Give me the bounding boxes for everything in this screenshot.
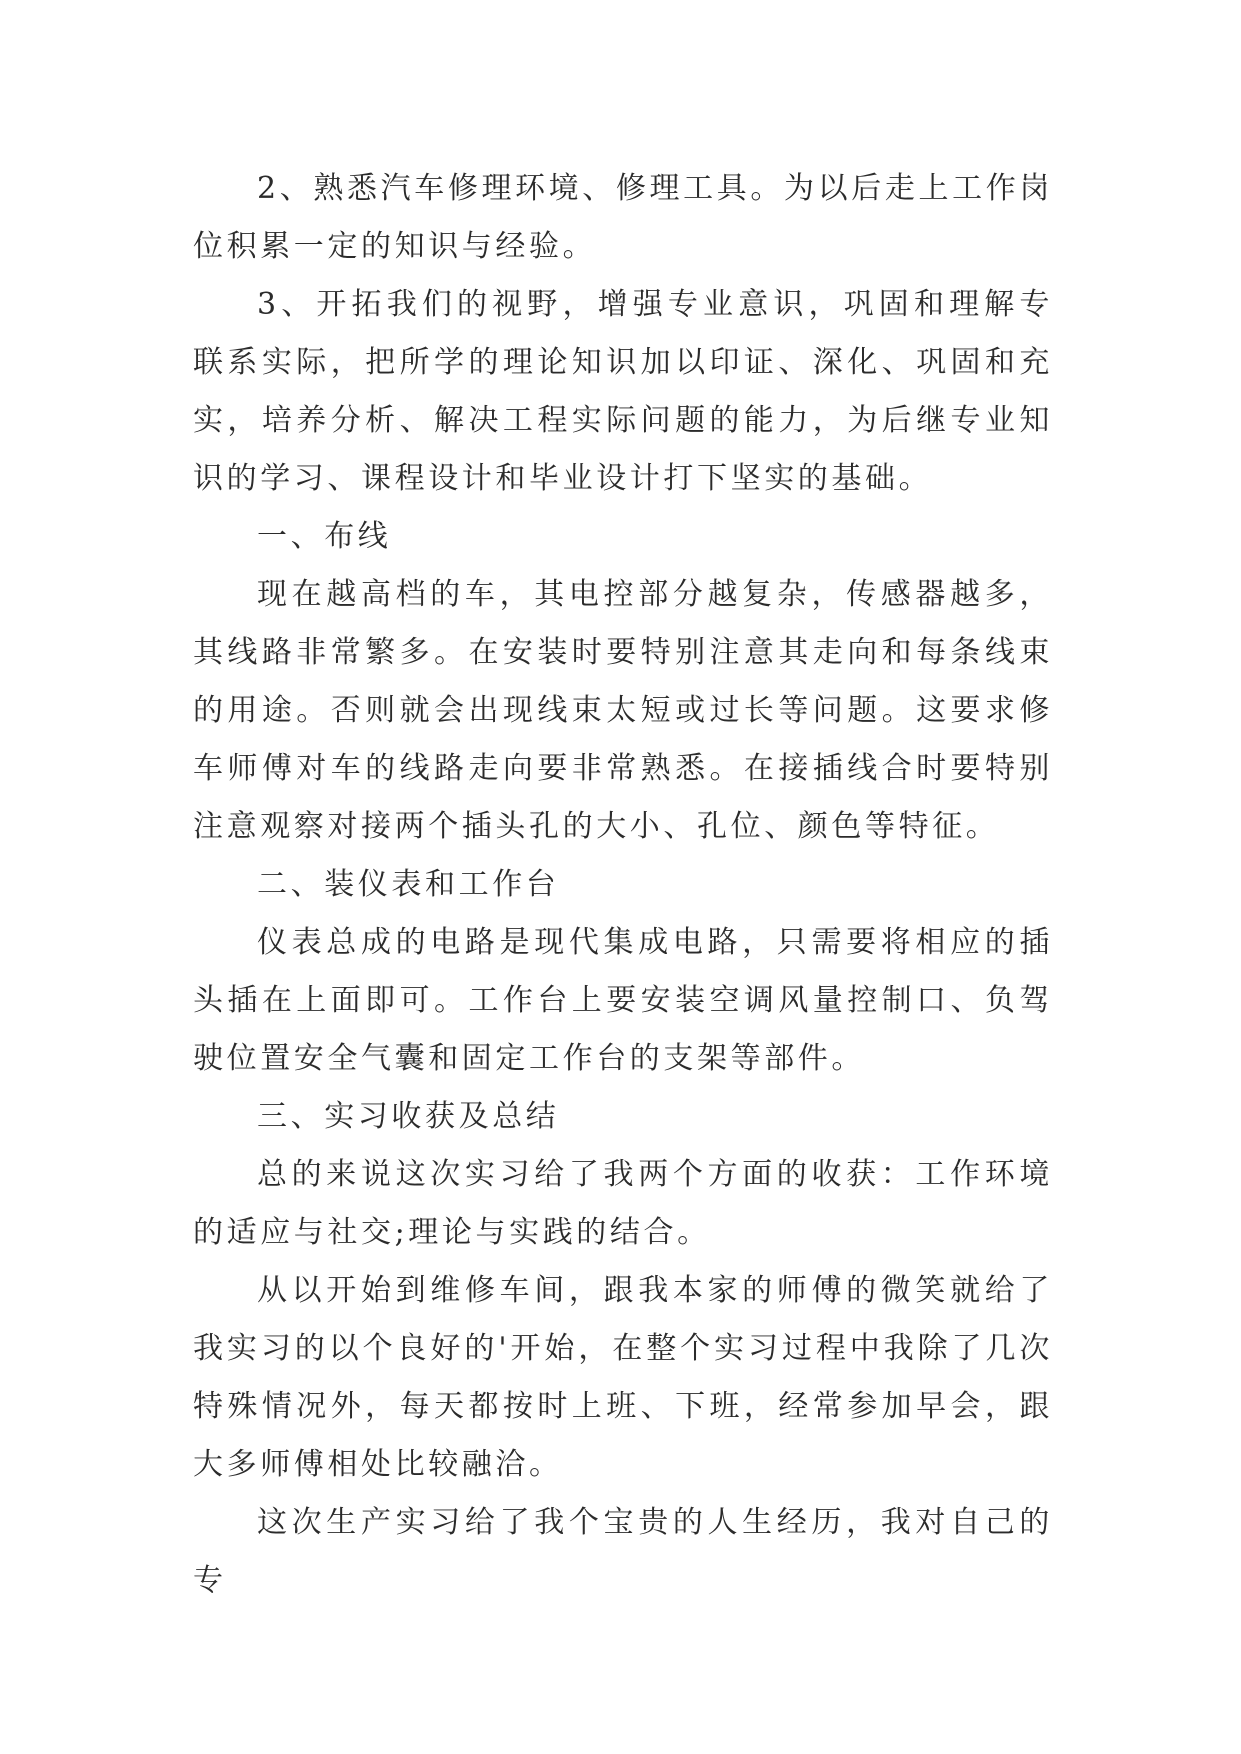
paragraph-objective-2: 2、熟悉汽车修理环境、修理工具。为以后走上工作岗位积累一定的知识与经验。 (193, 171, 1053, 264)
document-body (193, 160, 1053, 1610)
section-heading-instrument: 二、装仪表和工作台 (257, 867, 560, 902)
paragraph-summary-3: 这次生产实习给了我个宝贵的人生经历，我对自己的专 (193, 1505, 1053, 1598)
paragraph-instrument: 仪表总成的电路是现代集成电路，只需要将相应的插头插在上面即可。工作台上要安装空调风量控制口、负驾驶位置安全气囊和固定工作台的支架等部件。 (193, 925, 1053, 1076)
paragraph-summary-2: 从以开始到维修车间，跟我本家的师傅的微笑就给了我实习的以个良好的'开始，在整个实习过程中我除了几次特殊情况外，每天都按时上班、下班，经常参加早会，跟大多师傅相处比较融洽。 (193, 1273, 1053, 1482)
section-heading-summary: 三、实习收获及总结 (257, 1099, 560, 1134)
paragraph-objective-3: 3、开拓我们的视野，增强专业意识，巩固和理解专 联系实际，把所学的理论知识加以印证、深化、巩固和充实，培养分析、解决工程实际问题的能力，为后继专业知识的学习、课程设计和毕业设计打下坚实的基础。 (193, 287, 1053, 496)
paragraph-summary-1: 总的来说这次实习给了我两个方面的收获：工作环境的适应与社交;理论与实践的结合。 (193, 1157, 1053, 1250)
paragraph-wiring: 现在越高档的车，其电控部分越复杂，传感器越多，其线路非常繁多。在安装时要特别注意其走向和每条线束的用途。否则就会出现线束太短或过长等问题。这要求修车师傅对车的线路走向要非常熟悉。在接插线合时要特别注意观察对接两个插头孔的大小、孔位、颜色等特征。 (193, 577, 1053, 844)
section-heading-wiring: 一、布线 (257, 519, 392, 554)
